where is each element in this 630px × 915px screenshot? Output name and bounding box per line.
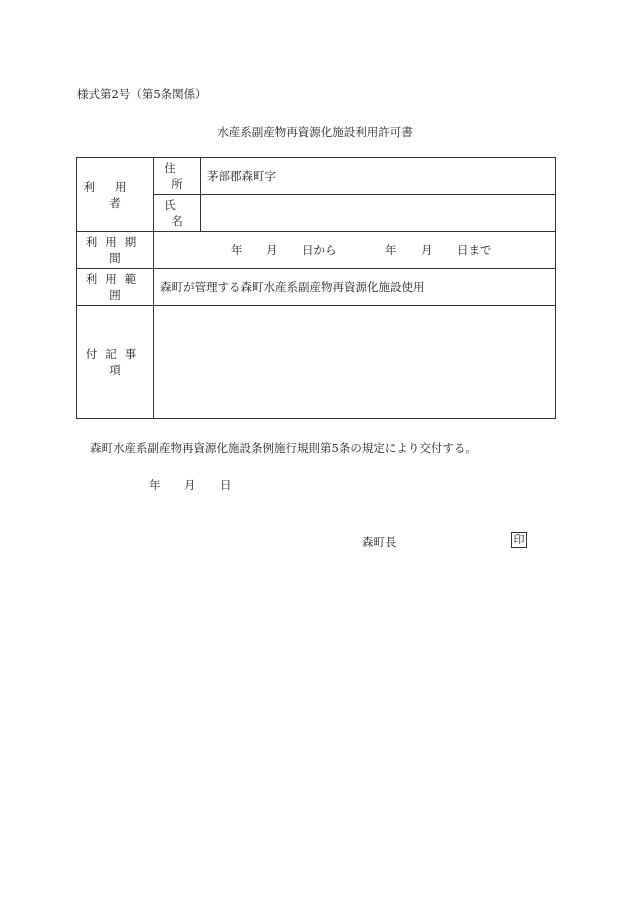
notes-label-cell: [77, 306, 154, 419]
address-field[interactable]: 茅部郡森町字: [201, 158, 556, 195]
address-label: 住所: [164, 161, 197, 191]
period-year-to: 年: [385, 243, 397, 257]
period-month-to: 月: [421, 243, 433, 257]
period-label-cell: [77, 232, 154, 269]
name-field[interactable]: [201, 195, 556, 232]
user-label: 利用者: [83, 179, 147, 210]
permit-table: [76, 157, 556, 419]
user-label-cell: [77, 158, 154, 232]
issue-date-month: 月: [184, 478, 196, 492]
period-month-from: 月: [266, 243, 278, 257]
form-number-label: 様式第2号（第5条関係）: [77, 87, 207, 101]
name-label: 氏名: [164, 198, 197, 228]
period-day-to: 日まで: [457, 243, 492, 257]
period-day-from: 日から: [302, 243, 337, 257]
issue-date-day: 日: [220, 478, 232, 492]
scope-label-cell: [77, 269, 154, 306]
issuance-note: 森町水産系副産物再資源化施設条例施行規則第5条の規定により交付する。: [90, 441, 477, 455]
period-year-from: 年: [231, 243, 243, 257]
document-title: 水産系副産物再資源化施設利用許可書: [217, 125, 413, 139]
address-label-cell: [154, 158, 201, 195]
issue-date-year: 年: [149, 478, 161, 492]
period-field[interactable]: [154, 232, 556, 269]
signer-title: 森町長: [362, 535, 397, 549]
name-label-cell: [154, 195, 201, 232]
notes-field[interactable]: [154, 306, 556, 419]
notes-label: 付記事項: [85, 347, 145, 377]
scope-field[interactable]: 森町が管理する森町水産系副産物再資源化施設使用: [154, 269, 556, 306]
period-label: 利用期間: [85, 235, 145, 265]
scope-label: 利用範囲: [85, 272, 145, 302]
seal-mark: 印: [511, 532, 527, 548]
